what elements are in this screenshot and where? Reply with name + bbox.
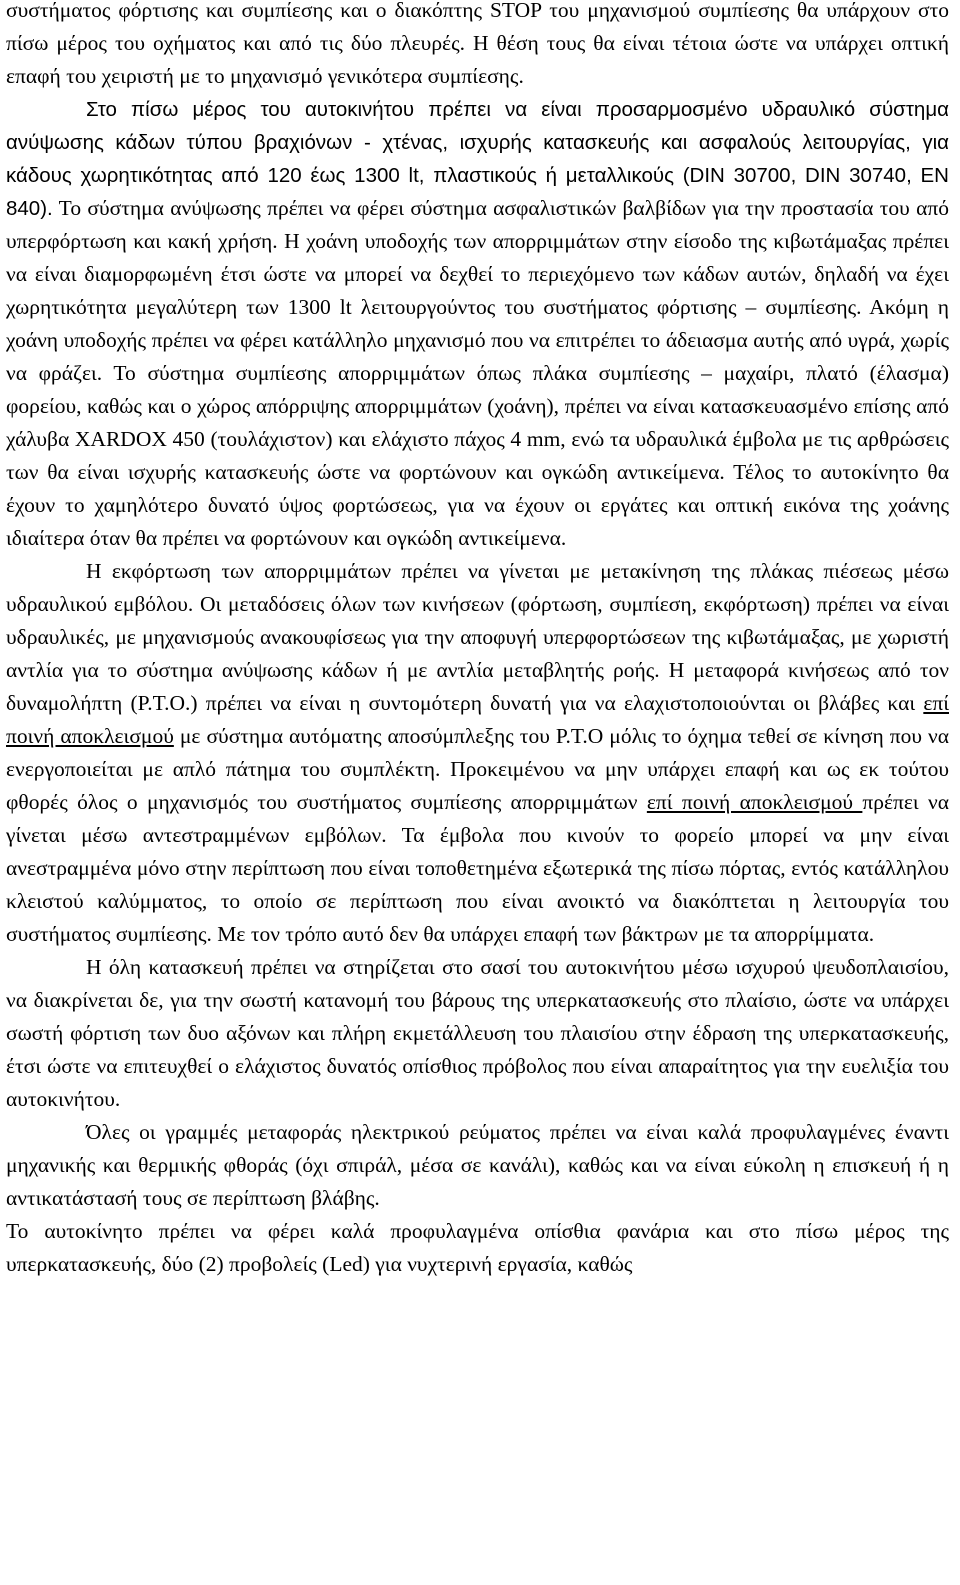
paragraph-bin-lifting-system (6, 93, 949, 555)
paragraph-unloading (6, 555, 949, 951)
paragraph-stop-switch: συστήματος φόρτισης και συμπίεσης και ο διακόπτης STOP του μηχανισμού συμπίεσης θα υπάρχουν στο πίσω μέρος του οχήματος και από τις δύο πλευρές. Η θέση τους θα είναι τέτοια ώστε να υπάρχει οπτική επαφή του χειριστή με το μηχανισμό γενικότερα συμπίεσης. (6, 0, 949, 88)
paragraph-rear-lights: Το αυτοκίνητο πρέπει να φέρει καλά προφυλαγμένα οπίσθια φανάρια και στο πίσω μέρος της υπερκατασκευής, δύο (2) προβολείς (Led) για νυχτερινή εργασία, καθώς (6, 1219, 949, 1276)
paragraph-chassis-frame: Η όλη κατασκευή πρέπει να στηρίζεται στο σασί του αυτοκινήτου μέσω ισχυρού ψευδοπλαισίου, να διακρίνεται δε, για την σωστή κατανομή του βάρους της υπερκατασκευής στο πλαίσιο, ώστε να υπάρχει σωστή φόρτιση των δυο αξόνων και πλήρη εκμετάλλευση του πλαισίου στην έδραση της υπερκατασκευής, έτσι ώστε να επιτευχθεί ο ελάχιστος δυνατός οπίσθιος πρόβολος που είναι απαραίτητος για την ευελιξία του αυτοκινήτου. (6, 955, 949, 1111)
unloading-text-1: Η εκφόρτωση των απορριμμάτων πρέπει να γίνεται με μετακίνηση της πλάκας πιέσεως μέσω υδραυλικού εμβόλου. Οι μεταδόσεις όλων των κινήσεων (φόρτωση, συμπίεση, εκφόρτωση) πρέπει να είναι υδραυλικές, με μηχανισμούς ανακουφίσεως για την αποφυγή υπερφορτώσεων της κιβωτάμαξας, με χωριστή αντλία για το σύστημα ανύψωσης κάδων ή με αντλία μεταβλητής ροής. Η μεταφορά κινήσεως από τον δυναμολήπτη (P.T.O.) πρέπει να είναι η συντομότερη δυνατή για να ελαχιστοποιούνται οι βλάβες και (6, 559, 949, 715)
unloading-text-3: πρέπει να γίνεται μέσω αντεστραμμένων εμβόλων. Τα έμβολα που κινούν το φορείο μπορεί να μην είναι ανεστραμμένα μόνο στην περίπτωση που είναι τοποθετημένα εξωτερικά της πίσω πόρτας, εντός κατάλληλου κλειστού καλύμματος, το οποίο σε περίπτωση που είναι ανοικτό να διακόπτεται η λειτουργία του συστήματος συμπίεσης. Με τον τρόπο αυτό δεν θα υπάρχει επαφή των βάκτρων με τα απορρίμματα. (6, 790, 950, 946)
penalty-exclusion-underline-2: επί ποινή αποκλεισμού (646, 790, 863, 814)
document-page (6, 0, 949, 1281)
penalty-exclusion-underline-1: επί ποινή αποκλεισμού (6, 691, 949, 748)
bin-lifting-text: Στο πίσω μέρος του αυτοκινήτου πρέπει να είναι προσαρμοσμένο υδραυλικό σύστημα ανύψωσης κάδων τύπου βραχιόνων - χτένας, ισχυρής κατασκευής και ασφαλούς λειτουργίας, για κάδους χωρητικότητας από 120 έως 1300 lt, πλαστικούς ή μεταλλικούς (DIN 30700, DIN 30740, EN 840). (6, 98, 949, 220)
safety-valves-text: Το σύστημα ανύψωσης πρέπει να φέρει σύστημα ασφαλιστικών βαλβίδων για την προστασία του από υπερφόρτωση και κακή χρήση. Η χοάνη υποδοχής των απορριμμάτων στην είσοδο της κιβωτάμαξας πρέπει να είναι διαμορφωμένη έτσι ώστε να μπορεί να δεχθεί το περιεχόμενο των κάδων αυτών, δηλαδή να έχει χωρητικότητα μεγαλύτερη των 1300 lt λειτουργούντος του συστήματος φόρτισης – συμπίεσης. Ακόμη η χοάνη υποδοχής πρέπει να φέρει κατάλληλο μηχανισμό που να επιτρέπει το άδειασμα αυτής από υγρά, χωρίς να φράζει. Το σύστημα συμπίεσης απορριμμάτων όπως πλάκα συμπίεσης – μαχαίρι, πλατό (έλασμα) φορείου, καθώς και ο χώρος απόρριψης απορριμμάτων (χοάνη), πρέπει να είναι κατασκευασμένο επίσης από χάλυβα XARDOX 450 (τουλάχιστον) και ελάχιστο πάχος 4 mm, ενώ τα υδραυλικά έμβολα με τις αρθρώσεις των θα είναι ισχυρής κατασκευής ώστε να φορτώνουν και ογκώδη αντικείμενα. Τέλος το αυτοκίνητο θα έχουν το χαμηλότερο δυνατό ύψος φορτώσεως, για να έχουν οι εργάτες και οπτική εικόνα της χοάνης ιδιαίτερα όταν θα πρέπει να φορτώνουν και ογκώδη αντικείμενα. (6, 196, 949, 550)
unloading-text-2: με σύστημα αυτόματης αποσύμπλεξης του P.T.O μόλις το όχημα τεθεί σε κίνηση που να ενεργοποιείται με απλό πάτημα του συμπλέκτη. Προκειμένου να μην υπάρχει επαφή και ως εκ τούτου φθορές όλος ο μηχανισμός του συστήματος συμπίεσης απορριμμάτων (6, 724, 949, 814)
paragraph-electrical-lines: Όλες οι γραμμές μεταφοράς ηλεκτρικού ρεύματος πρέπει να είναι καλά προφυλαγμένες έναντι μηχανικής και θερμικής φθοράς (όχι σπιράλ, μέσα σε κανάλι), καθώς και να είναι εύκολη η επισκευή ή η αντικατάστασή τους σε περίπτωση βλάβης. (6, 1120, 949, 1210)
